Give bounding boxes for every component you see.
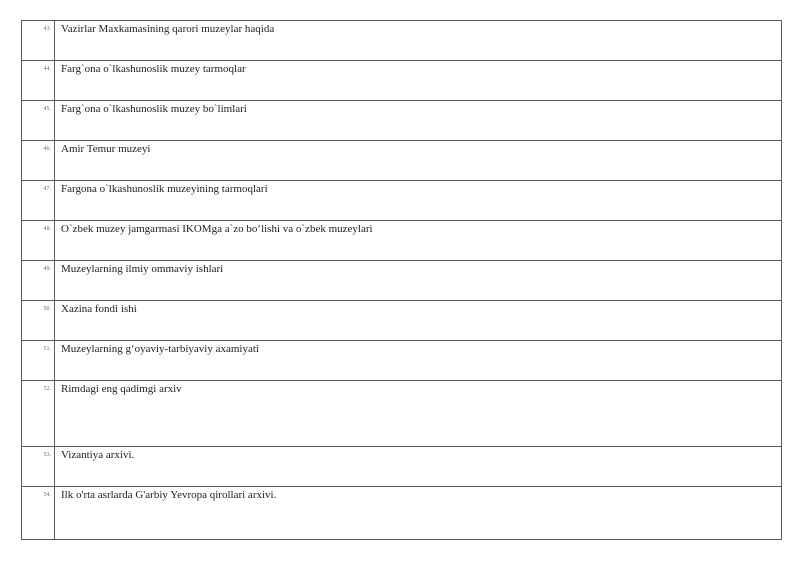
row-number: 43. <box>22 21 55 61</box>
row-text: Muzeylarning g‘oyaviy-tarbiyaviy axamiyati <box>55 341 782 381</box>
row-number: 50. <box>22 301 55 341</box>
table-row <box>22 61 782 101</box>
questions-table <box>21 20 782 540</box>
row-text: Amir Temur muzeyi <box>55 141 782 181</box>
table-row <box>22 261 782 301</box>
row-text: Rimdagi eng qadimgi arxiv <box>55 381 782 447</box>
table-row <box>22 141 782 181</box>
row-text: Muzeylarning ilmiy ommaviy ishlari <box>55 261 782 301</box>
row-text: Vizantiya arxivi. <box>55 447 782 487</box>
row-number: 49. <box>22 261 55 301</box>
row-number: 45. <box>22 101 55 141</box>
row-text: Xazina fondi ishi <box>55 301 782 341</box>
row-number: 54. <box>22 487 55 540</box>
row-number: 47. <box>22 181 55 221</box>
table-row <box>22 101 782 141</box>
table-row <box>22 221 782 261</box>
row-number: 46. <box>22 141 55 181</box>
row-number: 44. <box>22 61 55 101</box>
row-text: Fargona o`lkashunoslik muzeyining tarmoqlari <box>55 181 782 221</box>
table-row <box>22 447 782 487</box>
table-row <box>22 381 782 447</box>
row-number: 51. <box>22 341 55 381</box>
row-number: 53. <box>22 447 55 487</box>
row-text: Vazirlar Maxkamasining qarori muzeylar haqida <box>55 21 782 61</box>
table-row <box>22 341 782 381</box>
row-text: Farg`ona o`lkashunoslik muzey tarmoqlar <box>55 61 782 101</box>
row-text: Ilk o'rta asrlarda G'arbiy Yevropa qirollari arxivi. <box>55 487 782 540</box>
table-row <box>22 181 782 221</box>
table-row <box>22 487 782 540</box>
row-number: 48. <box>22 221 55 261</box>
table-row <box>22 21 782 61</box>
row-text: O`zbek muzey jamgarmasi IKOMga a`zo bo‘lishi va o`zbek muzeylari <box>55 221 782 261</box>
row-number: 52. <box>22 381 55 447</box>
row-text: Farg`ona o`lkashunoslik muzey bo`limlari <box>55 101 782 141</box>
table-row <box>22 301 782 341</box>
